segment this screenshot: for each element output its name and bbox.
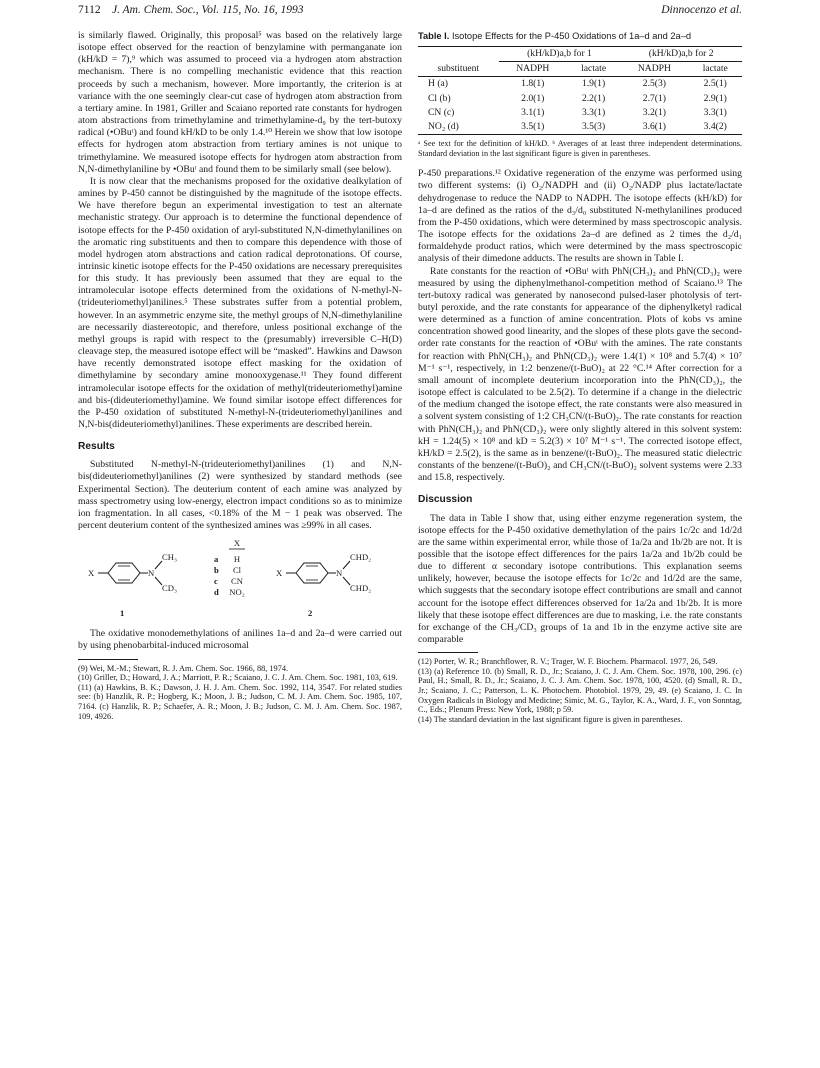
running-header — [78, 4, 742, 22]
sub-value-c: CN — [231, 576, 243, 587]
table-cell: 3.6(1) — [620, 120, 688, 135]
structure-diagram — [78, 536, 402, 622]
table-cell: 3.1(1) — [521, 106, 545, 118]
footnote: (11) (a) Hawkins, B. K.; Dawson, J. H. J. Am. Chem. Soc. 1992, 114, 3547. For related studies see: (b) Hanzlik, R. P.; Hogberg, K.; Moon, J. B.; Judson, C. M. J. Am. Chem. Soc. 1985, 107, 7164. (c) Hanzlik, R. P.; Schaefer, A. R.; Moon, J. B.; Judson, C. M. J. Am. Chem. Soc. 1987, 109, 4926. — [78, 682, 402, 721]
table-cell: 3.5(1) — [499, 120, 567, 135]
chemical-structures — [78, 536, 402, 622]
footnote: (13) (a) Reference 10. (b) Small, R. D., Jr.; Scaiano, J. C. J. Am. Chem. Soc. 1978, 100, 296. (c) Paul, H.; Small, R. D., Jr.; Scaiano, J. C. J. Am. Chem. Soc. 1978, 100, 4520. (d) Small, R. D., Jr.; Scaiano, J. C.; Patterson, L. K. Photochem. Photobiol. 1979, 29, 49. (e) Scaiano, J. C. In Oxygen Radicals in Biology and Medicine; Simic, M. G., Taylor, K. A., Ward, J. F., von Sonntag, C., Eds.; Plenum Press: New York, 1988; p 59. — [418, 666, 742, 715]
footnote: (14) The standard deviation in the last significant figure is given in parentheses. — [418, 714, 683, 724]
table-column-header: NADPH — [637, 63, 671, 75]
sub-value-b: Cl — [232, 565, 242, 576]
footnote: (12) Porter, W. R.; Branchflower, R. V.; Trager, W. F. Biochem. Pharmacol. 1977, 26, 549. — [418, 657, 718, 667]
table-cell: 2.5(3) — [642, 78, 666, 90]
body-paragraph: P-450 preparations.¹² Oxidative regeneration of the enzyme was performed using two different systems: (i) O₂/NADPH and (ii) O₂/NADP plus lactate/lactate dehydrogenase to reduce the NADP to NADPH. The isotope effects (kH/kD) for 1a–d are defined as the ratios of the d₃/d₀ substituted N-methylanilines produced from the P-450 oxidations, which were determined by mass spectroscopic analysis. The isotope effects for the oxidations 2a–d are defined as 2 times the d₂/d₁ formaldehyde product ratios, which were determined by the mass spectroscopic analysis of their dimedone adducts. The results are shown in Table I. — [418, 168, 742, 265]
sub-letter-c: c — [214, 576, 218, 587]
structure-1-x: X — [88, 568, 95, 579]
body-paragraph: Substituted N-methyl-N-(trideuteriomethyl)anilines (1) and N,N-bis(dideuteriomethyl)anilines (2) were synthesized by standard methods (see Experimental Section). The deuterium content of each amine was analyzed by mass spectrometry using low-energy, electron impact conditions so as to minimize ion fragmentation. In all cases, <0.18% of the M − 1 peak was observed. The percent deuterium content of the synthesized amines was ≥99% in all cases. — [78, 459, 402, 532]
table-cell: 2.9(1) — [703, 92, 727, 104]
footnote-rule — [78, 659, 138, 660]
structure-1-bottom: CD₃ — [162, 583, 177, 594]
table-row — [418, 77, 742, 92]
table-cell: 1.9(1) — [581, 78, 606, 90]
table-footnote: ᵃ See text for the definition of kH/kD. ᵇ Averages of at least three independent determinations. Standard deviation in the last significant figure is given in parentheses. — [418, 139, 742, 158]
body-paragraph: Rate constants for the reaction of •OBuᵗ with PhN(CH₃)₂ and PhN(CD₃)₂ were measured by using the diphenylmethanol-competition method of Scaiano.¹³ The tert-butoxy radical was generated by nanosecond pulsed-laser photolysis of tert-butyl peroxide, and the rate constants for appearance of the diphenylketyl radical were determined as a function of amine concentration. Plots of kobs vs amine concentration showed good linearity, and the slopes of these plots gave the second-order rate constants for the reaction of •OBuᵗ with the amines. The rate constants for reaction with PhN(CH₃)₂ and PhN(CD₃)₂ were 1.4(1) × 10⁸ and 5.7(4) × 10⁷ M⁻¹ s⁻¹, respectively, in 1:2 benzene/(t-BuO)₂ at 22 °C.¹⁴ After correction for a small amount of incomplete deuterium incorporation into the PhN(CD₃)₂, the isotope effect is calculated to be 2.5(2). To determine if a change in the dielectric of the medium changed the isotope effect, the rate constants were also measured in a solvent system consisting of 1:2 CH₃CN/(t-BuO)₂. The rate constants for reaction with PhN(CH₃)₂ and PhN(CD₃)₂ were only slightly altered in this solvent system: kH = 1.24(5) × 10⁸ and kD = 5.2(3) × 10⁷ M⁻¹ s⁻¹. The corrected isotope effect, kH/kD = 2.5(2), is the same as in benzene/(t-BuO)₂. The measured static dielectric constants of the benzene/(t-BuO)₂ and CH₃CN/(t-BuO)₂ solvent systems were 2.33 and 15.8, respectively. — [418, 265, 742, 484]
discussion-heading: Discussion — [418, 494, 473, 506]
structure-1-top: CH₃ — [162, 552, 177, 563]
sub-letter-a: a — [214, 554, 219, 565]
sub-value-d: NO₂ — [229, 587, 245, 598]
footnote-rule — [418, 652, 478, 653]
isotope-effects-table — [418, 46, 742, 135]
body-paragraph: The data in Table I show that, using either enzyme regeneration system, the isotope effects for the P-450 oxidative demethylation of the pairs 1c/2c and 1d/2d are the same within experimental error, while those of 1a/2a and 1b/2b are not. It is possible that the isotope effect differences for the pairs 1a/2a and 1b/2b could be due to different α secondary isotope contributions. This explanation seems unlikely, however, because the isotope effects for 1c/2c and 1d/2d are the same, which suggests that the secondary isotope effect contributions are small and cannot account for the isotope effect differences observed for 1a/2a and 1b/2b. It is more likely that these isotope effect differences are due to masking, i.e. the rate constants for exchange of the CH₃/CD₃ groups of 1a and 1b in the enzyme active site are comparable — [418, 512, 742, 646]
running-authors: Dinnocenzo et al. — [661, 4, 742, 16]
table-column-header: NADPH — [516, 63, 550, 75]
table-cell: 2.7(1) — [642, 92, 666, 104]
page-number: 7112 — [78, 4, 101, 16]
table-cell: 3.5(3) — [567, 120, 620, 135]
table-row — [418, 120, 742, 135]
table-cell: 3.2(1) — [642, 106, 666, 118]
body-paragraph: The oxidative monodemethylations of anilines 1a–d and 2a–d were carried out by using phenobarbital-induced microsomal — [78, 628, 402, 652]
table-cell: 1.8(1) — [521, 78, 545, 90]
substituent-header: X — [233, 538, 241, 549]
structure-2-bottom: CHD₂ — [350, 583, 372, 594]
footnotes-right — [418, 657, 742, 724]
body-paragraph: is similarly flawed. Originally, this proposal⁵ was based on the relatively large isotope effect observed for the reaction of benzylamine with permanganate ion (kH/kD = 7),⁹ which was assumed to proceed via a hydrogen atom abstraction mechanism. There is no compelling mechanistic evidence that this reaction proceeds by such a mechanism, however. More importantly, the criterion is at variance with the one seemingly clear-cut case of hydrogen atom abstraction from a tertiary amine. In 1981, Griller and Scaiano reported rate constants for hydrogen atom abstractions from trimethylamine and trimethylamine-d₉ by the tert-butoxy radical (•OBuᵗ) and found kH/kD to be only 1.4.¹⁰ Herein we show that low isotope effects for hydrogen atom abstraction from tertiary amines is not unique to trimethylamine. We measured isotope effects for hydrogen atom abstraction from N,N-dimethylaniline by •OBuᵗ and found them to be similarly small (see below). — [78, 30, 402, 175]
table-row — [418, 106, 742, 120]
table-cell: 2.5(1) — [703, 78, 727, 90]
footnotes-left — [78, 664, 402, 722]
body-paragraph: It is now clear that the mechanisms proposed for the oxidative dealkylation of amines by P-450 cannot be distinguished by the magnitude of the isotope effects. We have therefore begun an experimental investigation to test an alternate mechanistic strategy. Our approach is to determine the functional dependence of isotope effects for the P-450 oxidation of aryl-substituted N,N-dimethylanilines on the aromatic ring substituents and then to compare this dependence with those of model hydrogen atom abstractions and cation radical deprotonations. Of course, intrinsic kinetic isotope effects for the P-450 oxidations are necessary prerequisites for this study. It has previously been assumed that they are equal to the intramolecular isotope effects determined from the oxidations of N-methyl-N-(trideuteriomethyl)anilines.⁵ These substrates suffer from a potential problem, however. In an asymmetric enzyme site, the methyl groups of N,N-dimethylaniline are necessarily diastereotopic, and therefore, unless positional exchange of the methyl groups is rapid with respect to the (presumably) irreversible C–H(D) cleavage step, the measured isotope effect will be “masked”. Hawkins and Dawson have recently demonstrated isotope effect masking for the oxidation of dimethylamine by secondary amine monooxygenase.¹¹ They found different intramolecular isotope effects for the oxidation of methyl(trideuteriomethyl)amine and bis-(dideuteriomethyl)amine. We found similar isotope effect differences for the P-450 oxidation of substituted N-methyl-N-(trideuteriomethyl)anilines and N,N-bis(dideuteriomethyl)anilines. These experiments are described herein. — [78, 175, 402, 430]
table-column-header: lactate — [702, 63, 728, 75]
table-column-header: lactate — [581, 63, 607, 75]
structure-2-x: X — [276, 568, 283, 579]
table-cell: 2.0(1) — [521, 92, 545, 104]
sub-value-a: H — [233, 554, 241, 565]
table-cell: 3.4(2) — [689, 120, 743, 135]
journal-citation: J. Am. Chem. Soc., Vol. 115, No. 16, 1993 — [112, 4, 304, 16]
table-cell: 2.2(1) — [581, 92, 606, 104]
table-label: Table I. — [418, 31, 450, 41]
sub-letter-d: d — [214, 587, 219, 598]
table-cell: NO₂ (d) — [418, 120, 499, 135]
table-caption — [418, 30, 742, 42]
table-cell: CN (c) — [428, 106, 455, 118]
table-column-header: substituent — [437, 63, 480, 75]
table-cell: Cl (b) — [428, 92, 451, 104]
right-column — [418, 30, 742, 724]
table-group-header-2: (kH/kD)a,b for 2 — [620, 47, 742, 62]
left-column — [78, 30, 402, 721]
table-cell: 3.3(1) — [581, 106, 606, 118]
structure-1-number: 1 — [120, 608, 125, 619]
structure-2-number: 2 — [308, 608, 313, 619]
table-cell: 3.3(1) — [703, 106, 727, 118]
footnote: (9) Wei, M.-M.; Stewart, R. J. Am. Chem. Soc. 1966, 88, 1974. — [78, 663, 289, 673]
sub-letter-b: b — [214, 565, 219, 576]
footnote: (10) Griller, D.; Howard, J. A.; Marriott, P. R.; Scaiano, J. C. J. Am. Chem. Soc. 1981, 103, 619. — [78, 673, 398, 683]
table-title: Isotope Effects for the P-450 Oxidations of 1a–d and 2a–d — [451, 31, 692, 41]
structure-2-n: N — [336, 568, 343, 579]
structure-1-n: N — [148, 568, 155, 579]
table-row — [418, 92, 742, 106]
table-group-header-1: (kH/kD)a,b for 1 — [499, 47, 621, 62]
results-heading: Results — [78, 441, 115, 453]
structure-2-top: CHD₂ — [350, 552, 372, 563]
table-cell: H (a) — [428, 78, 448, 90]
